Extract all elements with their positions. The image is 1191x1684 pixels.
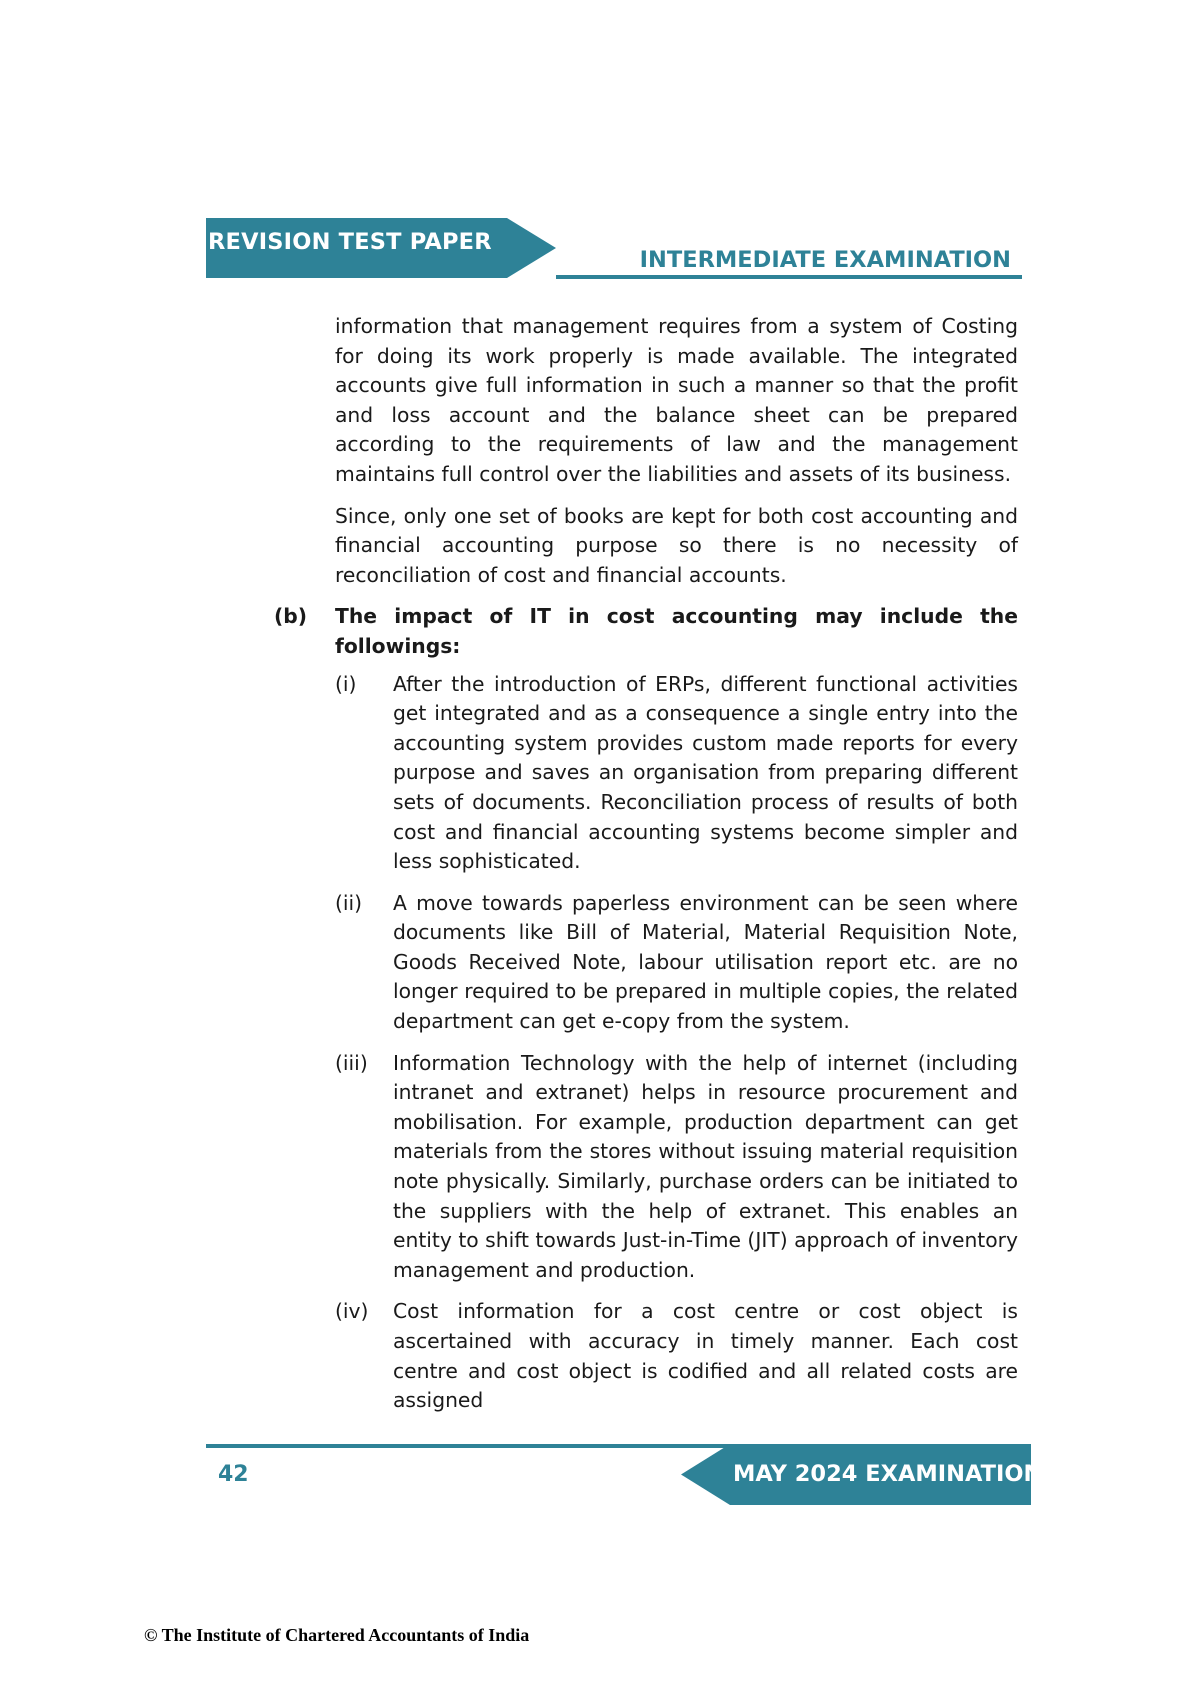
footer-rule (206, 1444, 751, 1448)
list-item-label: (iv) (335, 1299, 369, 1324)
list-item-text: A move towards paperless environment can be seen where documents like Bill of Material, Material Requisition Note, Goods Received Note, labour utilisation report etc. are no longer required to be prepared in multiple copies, the related department can get e-copy from the system. (393, 890, 1018, 1034)
header-left-title: REVISION TEST PAPER (208, 229, 492, 255)
intro-paragraph: Since, only one set of books are kept for both cost accounting and financial accounting purpose so there is no necessity of reconciliation of cost and financial accounts. (335, 503, 1018, 587)
page-content (274, 312, 1018, 1428)
list-item (335, 1297, 1018, 1415)
list-item-text: Information Technology with the help of internet (including intranet and extranet) helps in resource procurement and mobilisation. For example, production department can get materials from the stores without issuing material requisition note physically. Similarly, purchase orders can be initiated to the suppliers with the help of extranet. This enables an entity to shift towards Just-in-Time (JIT) approach of inventory management and production. (393, 1050, 1018, 1282)
list-item-label: (i) (335, 671, 357, 696)
list-item-label: (iii) (335, 1050, 368, 1075)
part-b-title: The impact of IT in cost accounting may include the followings: (335, 604, 1018, 658)
list-item (335, 1049, 1018, 1286)
list-item-label: (ii) (335, 890, 363, 915)
intro-paragraph: information that management requires from a system of Costing for doing its work properly is made available. The integrated accounts give full information in such a manner so that the profit and loss account and the balance sheet can be prepared according to the requirements of law and the management maintains full control over the liabilities and assets of its business. (335, 314, 1018, 486)
header-rule (556, 275, 1022, 279)
page-number: 42 (218, 1462, 249, 1487)
copyright-notice: © The Institute of Chartered Accountants of India (144, 1625, 530, 1645)
part-b-list (335, 670, 1018, 1416)
footer-exam-title: MAY 2024 EXAMINATION (733, 1461, 1043, 1487)
header-right-title: INTERMEDIATE EXAMINATION (639, 247, 1011, 273)
list-item-text: After the introduction of ERPs, different functional activities get integrated and as a consequence a single entry into the accounting system provides custom made reports for every purpose and saves an organisation from preparing different sets of documents. Reconciliation process of results of both cost and financial accounting systems become simpler and less sophisticated. (393, 671, 1018, 874)
list-item (335, 889, 1018, 1037)
part-b-label: (b) (274, 604, 308, 629)
list-item-text: Cost information for a cost centre or cost object is ascertained with accuracy in timely manner. Each cost centre and cost object is codified and all related costs are assigned (393, 1299, 1018, 1413)
list-item (335, 670, 1018, 877)
part-b-heading (274, 602, 1018, 661)
